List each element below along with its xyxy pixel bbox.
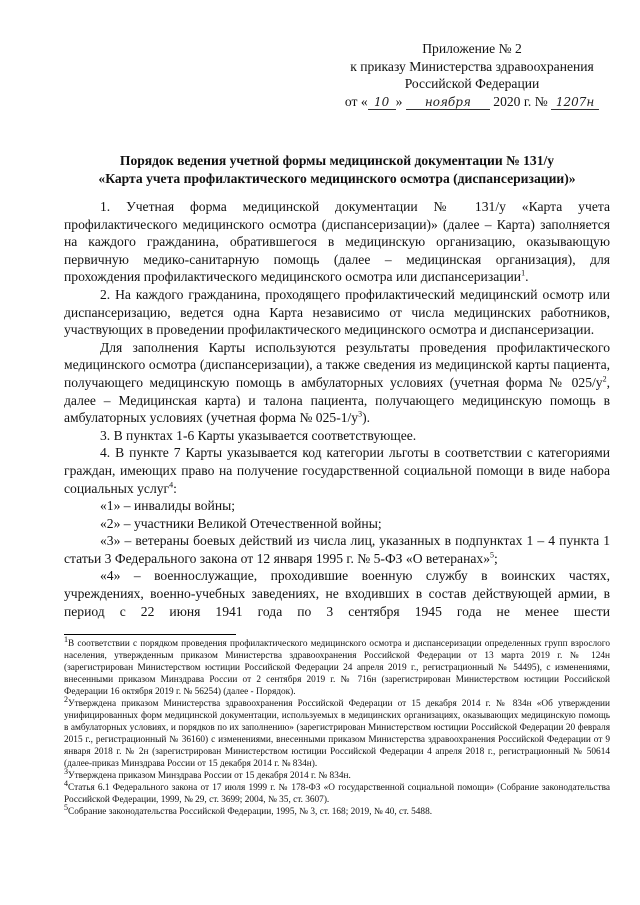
paragraph-4: 3. В пунктах 1-6 Карты указывается соответствующее.: [100, 427, 417, 443]
footnote-ref-4: 4: [169, 479, 174, 489]
list-item-3-end: ;: [494, 550, 498, 566]
handwritten-day: 10: [368, 95, 396, 110]
paragraph-2: 2. На каждого гражданина, проходящего профилактический медицинский осмотр или диспансеризацию, ведется одна Карта независимо от числа медицинских работников, участвующих в проведении профилактического медицинского осмотра и диспансеризации.: [64, 286, 610, 338]
footnote-1-text: В соответствии с порядком проведения профилактического медицинского осмотра и диспансеризации определенных групп взрослого населения, утвержденным приказом Министерства здравоохранения Российской Федерации от 13 марта 2019 г. № 124н (зарегистрирован Министерством юстиции Российской Федерации 24 апреля 2019 г., регистрационный № 54495), с изменениями, внесенными приказом Минздрава России от 2 сентября 2019 г. № 716н (зарегистрирован Министерством юстиции Российской Федерации 16 октября 2019 г. № 56254) (далее - Порядок).: [64, 639, 610, 698]
paragraph-3: [64, 339, 610, 427]
approval-header: [334, 40, 610, 110]
footnote-ref-1: 1: [521, 268, 526, 278]
handwritten-month: ноября: [406, 95, 490, 110]
date-prefix: от «: [344, 93, 368, 109]
footnote-3-number: 3: [64, 767, 68, 777]
footnote-ref-3: 3: [358, 409, 363, 419]
list-item-2: «2» – участники Великой Отечественной войны;: [100, 515, 382, 531]
footnote-ref-2: 2: [602, 374, 607, 384]
footnote-1: [64, 635, 610, 698]
paragraph-5-text: 4. В пункте 7 Карты указывается код категории льготы в соответствии с категориями граждан, имеющих право на получение государственной социальной помощи в виде набора социальных услуг: [64, 445, 610, 496]
paragraph-5-end: :: [173, 480, 177, 496]
footnote-ref-5: 5: [490, 550, 494, 560]
footnote-divider: [64, 634, 236, 635]
footnote-3-text: Утверждена приказом Минздрава России от 15 декабря 2014 г. № 834н.: [68, 771, 351, 782]
footnote-4-text: Статья 6.1 Федерального закона от 17 июля 1999 г. № 178-ФЗ «О государственной социальной помощи» (Собрание законодательства Российской Федерации, 1999, № 29, ст. 3699; 2004, № 35, ст. 3607).: [64, 783, 610, 806]
date-year: 2020 г. №: [493, 93, 548, 109]
paragraph-1-text: 1. Учетная форма медицинской документации № 131/у «Карта учета профилактического медицинского осмотра (диспансеризации)» (далее – Карта) заполняется на каждого гражданина, обратившегося в медицинскую организацию, оказывающую первичную медико-санитарную помощь (далее – медицинская организация), для прохождения профилактического медицинского осмотра или диспансеризации: [64, 199, 610, 285]
order-reference: к приказу Министерства здравоохранения: [350, 58, 594, 74]
date-mid: »: [395, 93, 403, 109]
document-title: [64, 152, 610, 187]
footnote-5: [64, 803, 610, 818]
title-line-2: «Карта учета профилактического медицинского осмотра (диспансеризации)»: [98, 170, 576, 186]
document-body: [64, 198, 610, 620]
footnote-2-text: Утверждена приказом Министерства здравоохранения Российской Федерации от 15 декабря 2014 г. № 834н «Об утверждении унифицированных форм медицинской документации, используемых в медицинских организациях, оказывающих медицинскую помощь в амбулаторных условиях, и порядков по их заполнению» (зарегистрирован Министерством юстиции Российской Федерации 20 февраля 2015 г., регистрационный № 36160) с изменениями, внесенными приказом Министерства здравоохранения Российской Федерации от 9 января 2018 г. № 2н (зарегистрирован Министерством юстиции Российской Федерации 4 апреля 2018 г., регистрационный № 50614 (далее-приказ Минздрава России от 15 декабря 2014 г. № 834н).: [64, 699, 610, 770]
footnote-2: [64, 695, 610, 770]
paragraph-3-text-c: ).: [362, 410, 371, 426]
handwritten-order-number: 1207н: [551, 95, 599, 110]
title-line-1: Порядок ведения учетной формы медицинской документации № 131/у: [119, 153, 555, 168]
footnotes: [64, 635, 610, 818]
list-item-4: «4» – военнослужащие, проходившие военную службу в воинских частях, учреждениях, военно-учебных заведениях, не входивших в состав действующей армии, в период с 22 июня 1941 года по 3 сентября 1945 года не менее шести: [64, 568, 610, 619]
paragraph-3-text-b: , далее – Медицинская карта) и талона пациента, получающего медицинскую помощь в амбулаторных условиях (учетная форма № 025-1/у: [64, 374, 610, 426]
list-item-3-text: «3» – ветераны боевых действий из числа лиц, указанных в подпунктах 1 – 4 пункта 1 статьи 3 Федерального закона от 12 января 1995 г. № 5-ФЗ «О ветеранах»: [64, 533, 610, 566]
paragraph-1: [64, 198, 610, 286]
footnote-5-text: Собрание законодательства Российской Федерации, 1995, № 3, ст. 168; 2019, № 40, ст. 5488.: [68, 807, 433, 818]
footnote-3: [64, 767, 610, 782]
footnote-4-number: 4: [64, 779, 68, 789]
footnote-4: [64, 779, 610, 806]
footnote-5-number: 5: [64, 803, 68, 813]
list-item-3: [64, 532, 610, 567]
footnote-1-number: 1: [64, 635, 68, 645]
list-item-1: «1» – инвалиды войны;: [100, 498, 236, 514]
paragraph-5: [64, 444, 610, 497]
appendix-label: Приложение № 2: [422, 41, 522, 56]
order-date-line: [334, 93, 610, 111]
paragraph-3-text-a: Для заполнения Карты используются результаты проведения профилактического медицинского осмотра (диспансеризации), а также сведения из медицинской карты пациента, получающего медицинскую помощь в амбулаторных условиях (учетная форма № 025/у: [64, 339, 610, 390]
footnote-2-number: 2: [64, 695, 68, 705]
country-name: Российской Федерации: [404, 76, 540, 91]
paragraph-1-end: .: [525, 269, 529, 285]
